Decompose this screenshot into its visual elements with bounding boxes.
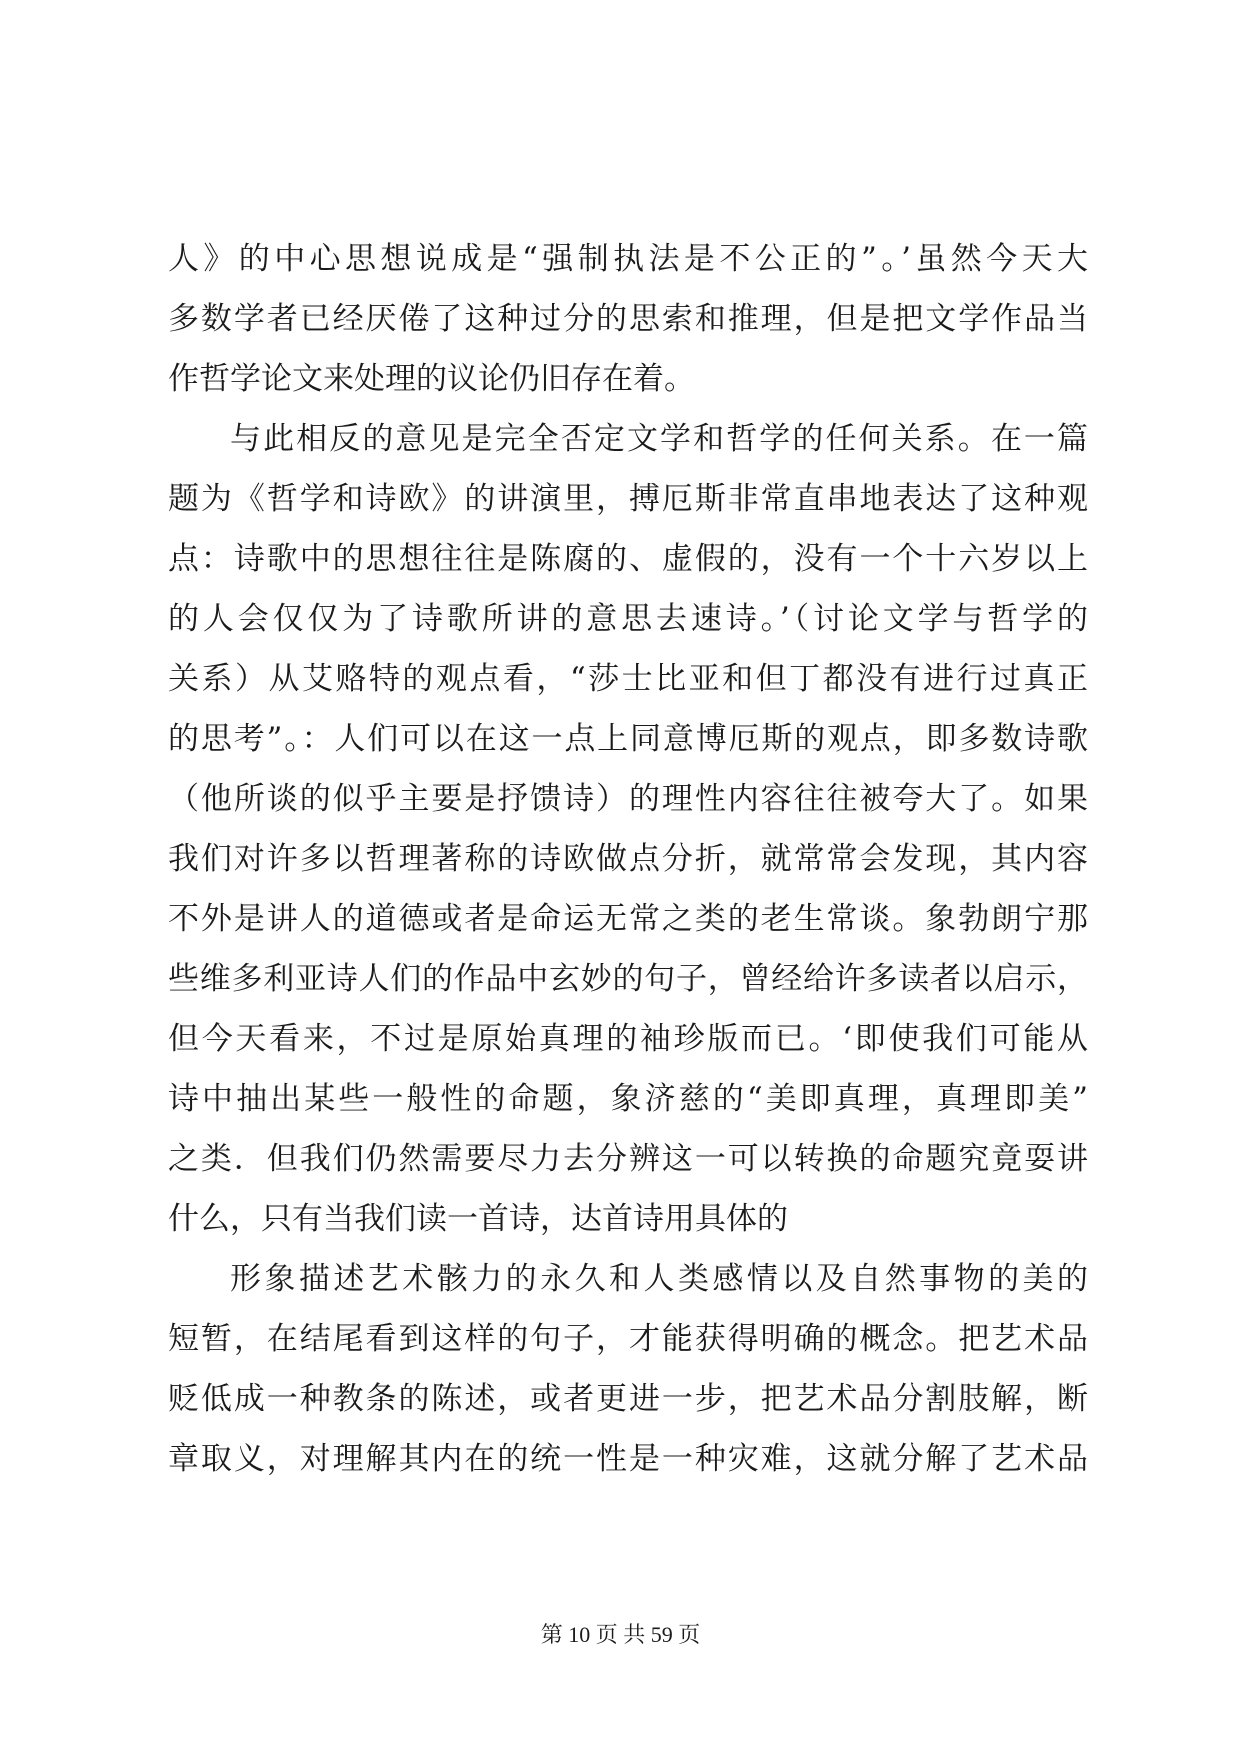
page-footer: 第 10 页 共 59 页	[540, 1622, 701, 1647]
text-line: 贬低成一种教条的陈述，或者更进一步，把艺术品分割肢解，断	[168, 1381, 1088, 1417]
text-line: 诗中抽出某些一般性的命题，象济慈的“美即真理，真理即美”	[168, 1081, 1088, 1117]
text-line: 之类．但我们仍然需要尽力去分辨这一可以转换的命题究竟耍讲	[168, 1141, 1088, 1177]
text-line: （他所谈的似乎主要是抒馈诗）的理性内容往往被夸大了。如果	[168, 781, 1088, 817]
text-line: 但今天看来，不过是原始真理的袖珍版而已。‘即使我们可能从	[168, 1021, 1088, 1057]
text-line: 章取义，对理解其内在的统一性是一种灾难，这就分解了艺术品	[168, 1441, 1088, 1477]
text-line: 关系）从艾赂特的观点看，“莎士比亚和但丁都没有进行过真正	[168, 661, 1088, 697]
text-line: 的人会仅仅为了诗歌所讲的意思去速诗。’（讨论文学与哲学的	[168, 601, 1088, 637]
text-line: 短暂，在结尾看到这样的句子，才能获得明确的概念。把艺术品	[168, 1321, 1088, 1357]
body-text	[168, 229, 1088, 1489]
paragraph-first-line: 与此相反的意见是完全否定文学和哲学的任何关系。在一篇	[230, 421, 1088, 457]
paragraph-first-line: 形象描述艺术骸力的永久和人类感情以及自然事物的美的	[230, 1261, 1088, 1297]
text-line: 什么，只有当我们读一首诗，达首诗用具体的	[168, 1201, 788, 1237]
text-line: 人》的中心思想说成是“强制执法是不公正的”。’虽然今天大	[168, 241, 1088, 277]
text-line: 不外是讲人的道德或者是命运无常之类的老生常谈。象勃朗宁那	[168, 901, 1088, 937]
text-line: 作哲学论文来处理的议论仍旧存在着。	[168, 361, 695, 397]
text-line: 点：诗歌中的思想往往是陈腐的、虚假的，没有一个十六岁以上	[168, 541, 1088, 577]
text-line: 的思考”。：人们可以在这一点上同意博厄斯的观点，即多数诗歌	[168, 721, 1088, 757]
text-line: 多数学者已经厌倦了这种过分的思索和推理，但是把文学作品当	[168, 301, 1088, 337]
text-line: 我们对许多以哲理著称的诗欧做点分折，就常常会发现，其内容	[168, 841, 1088, 877]
text-line: 些维多利亚诗人们的作品中玄妙的句子，曾经给许多读者以启示，	[168, 961, 1088, 997]
text-line: 题为《哲学和诗欧》的讲演里，搏厄斯非常直串地表达了这种观	[168, 481, 1088, 517]
